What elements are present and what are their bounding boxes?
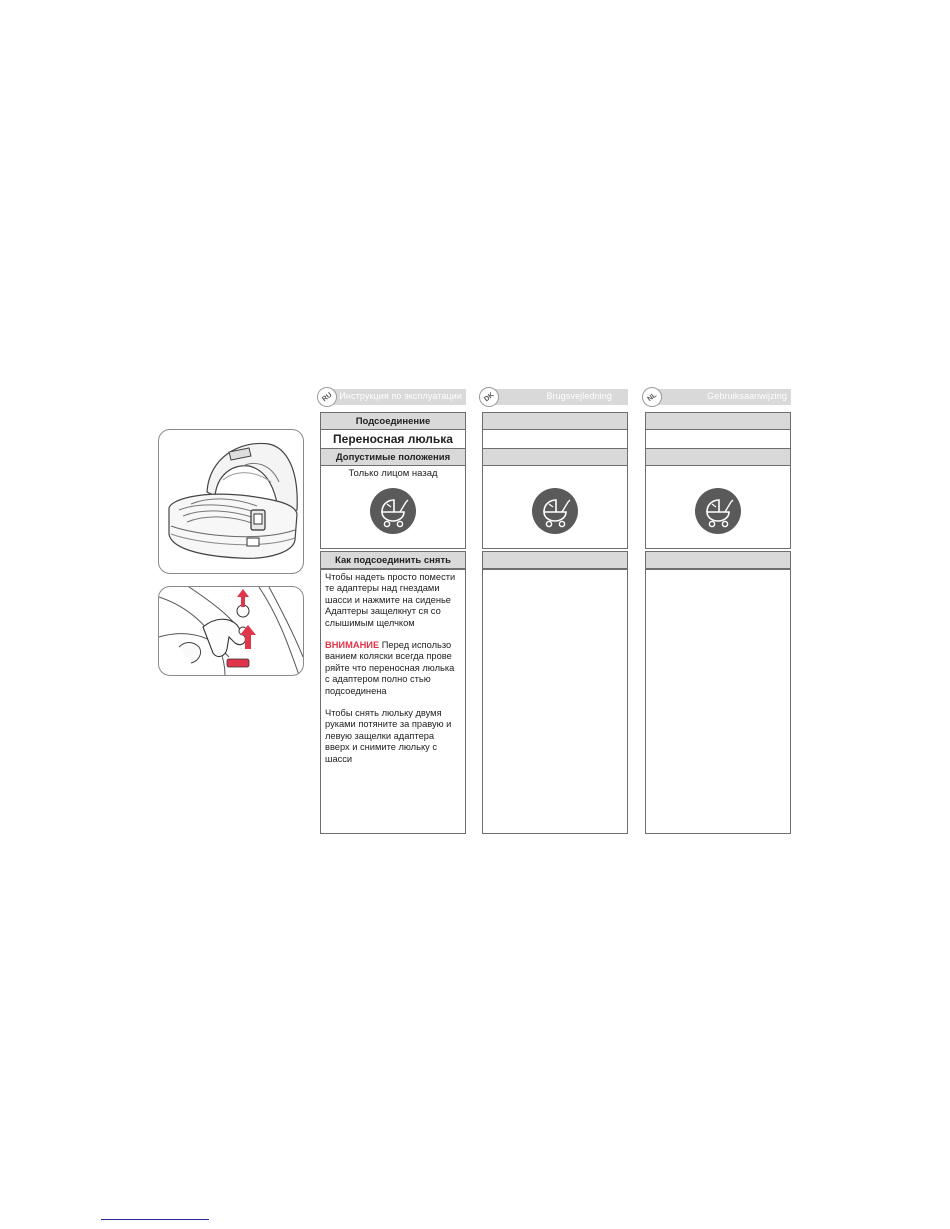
positions-text: Только лицом назад	[348, 468, 438, 479]
language-badge: DK	[475, 383, 503, 411]
section-positions-bar	[645, 448, 791, 466]
product-title	[645, 429, 791, 449]
instruction-paragraph-attach: Чтобы надеть просто помести те адаптеры над гнездами шасси и нажмите на сиденье Адаптеры защелкнут ся со слышимым щелчком	[325, 572, 456, 628]
positions-box	[482, 465, 628, 549]
carrycot-illustration	[158, 429, 304, 574]
language-header-title: Brugsvejledning	[546, 391, 612, 401]
rear-facing-stroller-icon	[695, 488, 741, 534]
section-howto-bar	[482, 551, 628, 569]
instruction-paragraph-detach: Чтобы снять люльку двумя руками потяните за правую и левую защелки адаптера вверх и снимите люльку с шасси	[325, 708, 452, 764]
language-badge: RU	[313, 383, 341, 411]
positions-box	[645, 465, 791, 549]
footer-divider	[101, 1219, 209, 1220]
section-connect-bar	[482, 412, 628, 430]
warning-paragraph	[325, 640, 461, 697]
language-header	[320, 389, 466, 405]
column-dk	[482, 389, 628, 405]
column-nl	[645, 389, 791, 405]
warning-label: ВНИМАНИЕ	[325, 640, 380, 651]
rear-facing-stroller-icon	[532, 488, 578, 534]
product-title	[482, 429, 628, 449]
section-connect-bar	[645, 412, 791, 430]
adapter-click-illustration	[158, 586, 304, 676]
language-header	[645, 389, 791, 405]
product-title: Переносная люлька	[320, 429, 466, 449]
instructions-body	[482, 569, 628, 834]
section-howto-bar	[645, 551, 791, 569]
column-ru	[320, 389, 466, 764]
warning-text: Перед использо ванием коляски всегда прове ряйте что переносная люлька с адаптером полно стью подсоединена	[325, 640, 455, 696]
section-positions-bar: Допустимые положения	[320, 448, 466, 466]
positions-box	[320, 465, 466, 549]
section-connect-bar: Подсоединение	[320, 412, 466, 430]
language-header-title: Gebruiksaanwijzing	[707, 391, 787, 401]
language-header	[482, 389, 628, 405]
section-positions-bar	[482, 448, 628, 466]
instructions-body	[320, 569, 466, 834]
instructions-body	[645, 569, 791, 834]
language-badge: NL	[638, 383, 666, 411]
section-howto-bar: Как подсоединить снять	[320, 551, 466, 569]
language-header-title: Инструкция по эксплуатации	[339, 391, 462, 401]
rear-facing-stroller-icon	[370, 488, 416, 534]
